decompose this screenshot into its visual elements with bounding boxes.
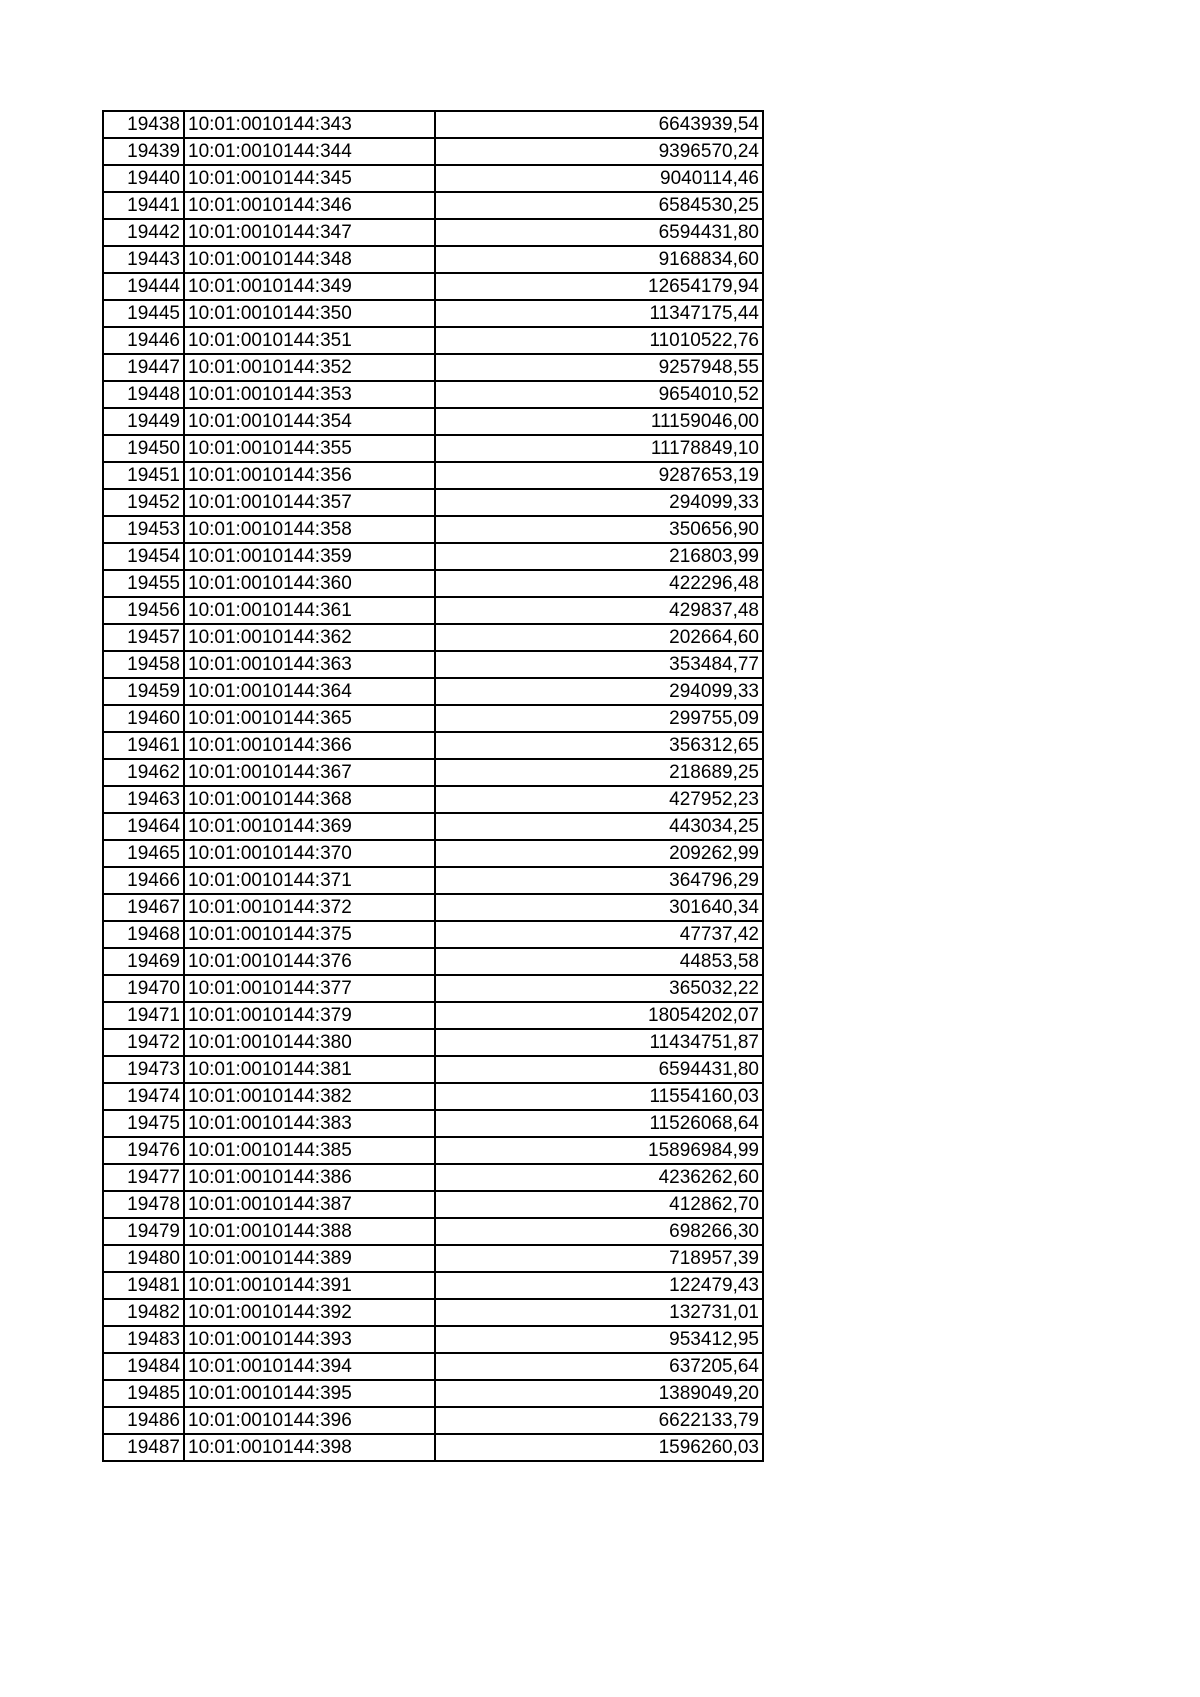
row-number-cell: 19471 xyxy=(103,1002,184,1029)
cadastral-number-cell: 10:01:0010144:380 xyxy=(184,1029,435,1056)
value-cell: 637205,64 xyxy=(435,1353,763,1380)
table-row xyxy=(103,1164,763,1191)
table-row xyxy=(103,786,763,813)
value-cell: 11554160,03 xyxy=(435,1083,763,1110)
value-cell: 6584530,25 xyxy=(435,192,763,219)
row-number-cell: 19470 xyxy=(103,975,184,1002)
table-row xyxy=(103,543,763,570)
cadastral-number-cell: 10:01:0010144:352 xyxy=(184,354,435,381)
cadastral-number-cell: 10:01:0010144:387 xyxy=(184,1191,435,1218)
value-cell: 364796,29 xyxy=(435,867,763,894)
value-cell: 216803,99 xyxy=(435,543,763,570)
table-row xyxy=(103,1029,763,1056)
cadastral-number-cell: 10:01:0010144:389 xyxy=(184,1245,435,1272)
value-cell: 443034,25 xyxy=(435,813,763,840)
cadastral-number-cell: 10:01:0010144:376 xyxy=(184,948,435,975)
value-cell: 365032,22 xyxy=(435,975,763,1002)
table-row xyxy=(103,192,763,219)
cadastral-number-cell: 10:01:0010144:365 xyxy=(184,705,435,732)
row-number-cell: 19450 xyxy=(103,435,184,462)
table-row xyxy=(103,381,763,408)
value-cell: 11347175,44 xyxy=(435,300,763,327)
row-number-cell: 19451 xyxy=(103,462,184,489)
cadastral-number-cell: 10:01:0010144:351 xyxy=(184,327,435,354)
cadastral-number-cell: 10:01:0010144:360 xyxy=(184,570,435,597)
value-cell: 422296,48 xyxy=(435,570,763,597)
table-row xyxy=(103,354,763,381)
document-page xyxy=(102,110,764,1462)
table-row xyxy=(103,138,763,165)
value-cell: 294099,33 xyxy=(435,489,763,516)
value-cell: 9654010,52 xyxy=(435,381,763,408)
cadastral-number-cell: 10:01:0010144:388 xyxy=(184,1218,435,1245)
cadastral-number-cell: 10:01:0010144:381 xyxy=(184,1056,435,1083)
table-row xyxy=(103,597,763,624)
row-number-cell: 19468 xyxy=(103,921,184,948)
table-row xyxy=(103,1110,763,1137)
row-number-cell: 19480 xyxy=(103,1245,184,1272)
row-number-cell: 19455 xyxy=(103,570,184,597)
table-row xyxy=(103,1083,763,1110)
value-cell: 44853,58 xyxy=(435,948,763,975)
row-number-cell: 19456 xyxy=(103,597,184,624)
value-cell: 9040114,46 xyxy=(435,165,763,192)
cadastral-number-cell: 10:01:0010144:372 xyxy=(184,894,435,921)
table-row xyxy=(103,840,763,867)
cadastral-number-cell: 10:01:0010144:396 xyxy=(184,1407,435,1434)
table-row xyxy=(103,894,763,921)
value-cell: 6594431,80 xyxy=(435,219,763,246)
cadastral-number-cell: 10:01:0010144:348 xyxy=(184,246,435,273)
row-number-cell: 19482 xyxy=(103,1299,184,1326)
cadastral-number-cell: 10:01:0010144:346 xyxy=(184,192,435,219)
value-cell: 12654179,94 xyxy=(435,273,763,300)
cadastral-number-cell: 10:01:0010144:394 xyxy=(184,1353,435,1380)
data-table xyxy=(102,110,764,1462)
table-row xyxy=(103,1407,763,1434)
row-number-cell: 19479 xyxy=(103,1218,184,1245)
value-cell: 350656,90 xyxy=(435,516,763,543)
cadastral-number-cell: 10:01:0010144:395 xyxy=(184,1380,435,1407)
row-number-cell: 19439 xyxy=(103,138,184,165)
cadastral-number-cell: 10:01:0010144:355 xyxy=(184,435,435,462)
table-row xyxy=(103,867,763,894)
value-cell: 218689,25 xyxy=(435,759,763,786)
table-row xyxy=(103,651,763,678)
cadastral-number-cell: 10:01:0010144:357 xyxy=(184,489,435,516)
table-row xyxy=(103,921,763,948)
cadastral-number-cell: 10:01:0010144:391 xyxy=(184,1272,435,1299)
table-row xyxy=(103,813,763,840)
row-number-cell: 19473 xyxy=(103,1056,184,1083)
table-row xyxy=(103,624,763,651)
row-number-cell: 19465 xyxy=(103,840,184,867)
cadastral-number-cell: 10:01:0010144:364 xyxy=(184,678,435,705)
table-row xyxy=(103,1056,763,1083)
row-number-cell: 19457 xyxy=(103,624,184,651)
row-number-cell: 19445 xyxy=(103,300,184,327)
cadastral-number-cell: 10:01:0010144:375 xyxy=(184,921,435,948)
cadastral-number-cell: 10:01:0010144:356 xyxy=(184,462,435,489)
row-number-cell: 19440 xyxy=(103,165,184,192)
value-cell: 301640,34 xyxy=(435,894,763,921)
table-row xyxy=(103,705,763,732)
row-number-cell: 19441 xyxy=(103,192,184,219)
table-row xyxy=(103,1353,763,1380)
cadastral-number-cell: 10:01:0010144:382 xyxy=(184,1083,435,1110)
row-number-cell: 19453 xyxy=(103,516,184,543)
value-cell: 9257948,55 xyxy=(435,354,763,381)
table-row xyxy=(103,1434,763,1461)
cadastral-number-cell: 10:01:0010144:369 xyxy=(184,813,435,840)
cadastral-number-cell: 10:01:0010144:345 xyxy=(184,165,435,192)
cadastral-number-cell: 10:01:0010144:354 xyxy=(184,408,435,435)
row-number-cell: 19483 xyxy=(103,1326,184,1353)
row-number-cell: 19459 xyxy=(103,678,184,705)
value-cell: 6643939,54 xyxy=(435,111,763,138)
value-cell: 15896984,99 xyxy=(435,1137,763,1164)
row-number-cell: 19460 xyxy=(103,705,184,732)
row-number-cell: 19446 xyxy=(103,327,184,354)
value-cell: 294099,33 xyxy=(435,678,763,705)
cadastral-number-cell: 10:01:0010144:398 xyxy=(184,1434,435,1461)
cadastral-number-cell: 10:01:0010144:359 xyxy=(184,543,435,570)
value-cell: 412862,70 xyxy=(435,1191,763,1218)
row-number-cell: 19452 xyxy=(103,489,184,516)
cadastral-number-cell: 10:01:0010144:377 xyxy=(184,975,435,1002)
row-number-cell: 19485 xyxy=(103,1380,184,1407)
cadastral-number-cell: 10:01:0010144:379 xyxy=(184,1002,435,1029)
table-row xyxy=(103,759,763,786)
row-number-cell: 19476 xyxy=(103,1137,184,1164)
row-number-cell: 19449 xyxy=(103,408,184,435)
row-number-cell: 19448 xyxy=(103,381,184,408)
cadastral-number-cell: 10:01:0010144:386 xyxy=(184,1164,435,1191)
value-cell: 209262,99 xyxy=(435,840,763,867)
table-row xyxy=(103,975,763,1002)
table-row xyxy=(103,408,763,435)
value-cell: 6594431,80 xyxy=(435,1056,763,1083)
value-cell: 4236262,60 xyxy=(435,1164,763,1191)
table-row xyxy=(103,1137,763,1164)
cadastral-number-cell: 10:01:0010144:371 xyxy=(184,867,435,894)
row-number-cell: 19484 xyxy=(103,1353,184,1380)
row-number-cell: 19443 xyxy=(103,246,184,273)
table-row xyxy=(103,219,763,246)
row-number-cell: 19454 xyxy=(103,543,184,570)
row-number-cell: 19466 xyxy=(103,867,184,894)
cadastral-number-cell: 10:01:0010144:344 xyxy=(184,138,435,165)
cadastral-number-cell: 10:01:0010144:353 xyxy=(184,381,435,408)
table-row xyxy=(103,435,763,462)
table-row xyxy=(103,1380,763,1407)
cadastral-number-cell: 10:01:0010144:368 xyxy=(184,786,435,813)
table-row xyxy=(103,1299,763,1326)
table-row xyxy=(103,1002,763,1029)
value-cell: 132731,01 xyxy=(435,1299,763,1326)
cadastral-number-cell: 10:01:0010144:370 xyxy=(184,840,435,867)
table-row xyxy=(103,462,763,489)
value-cell: 202664,60 xyxy=(435,624,763,651)
value-cell: 18054202,07 xyxy=(435,1002,763,1029)
row-number-cell: 19469 xyxy=(103,948,184,975)
value-cell: 1389049,20 xyxy=(435,1380,763,1407)
table-row xyxy=(103,246,763,273)
row-number-cell: 19486 xyxy=(103,1407,184,1434)
value-cell: 299755,09 xyxy=(435,705,763,732)
row-number-cell: 19462 xyxy=(103,759,184,786)
value-cell: 353484,77 xyxy=(435,651,763,678)
table-row xyxy=(103,1272,763,1299)
value-cell: 122479,43 xyxy=(435,1272,763,1299)
row-number-cell: 19442 xyxy=(103,219,184,246)
value-cell: 9287653,19 xyxy=(435,462,763,489)
cadastral-number-cell: 10:01:0010144:363 xyxy=(184,651,435,678)
cadastral-number-cell: 10:01:0010144:366 xyxy=(184,732,435,759)
table-row xyxy=(103,732,763,759)
row-number-cell: 19474 xyxy=(103,1083,184,1110)
cadastral-number-cell: 10:01:0010144:385 xyxy=(184,1137,435,1164)
table-row xyxy=(103,948,763,975)
table-row xyxy=(103,1245,763,1272)
row-number-cell: 19472 xyxy=(103,1029,184,1056)
row-number-cell: 19477 xyxy=(103,1164,184,1191)
cadastral-number-cell: 10:01:0010144:392 xyxy=(184,1299,435,1326)
row-number-cell: 19458 xyxy=(103,651,184,678)
value-cell: 427952,23 xyxy=(435,786,763,813)
table-row xyxy=(103,1218,763,1245)
row-number-cell: 19478 xyxy=(103,1191,184,1218)
cadastral-number-cell: 10:01:0010144:393 xyxy=(184,1326,435,1353)
table-body xyxy=(103,111,763,1461)
cadastral-number-cell: 10:01:0010144:350 xyxy=(184,300,435,327)
table-row xyxy=(103,300,763,327)
value-cell: 11178849,10 xyxy=(435,435,763,462)
row-number-cell: 19461 xyxy=(103,732,184,759)
row-number-cell: 19487 xyxy=(103,1434,184,1461)
table-row xyxy=(103,111,763,138)
table-row xyxy=(103,273,763,300)
value-cell: 698266,30 xyxy=(435,1218,763,1245)
table-row xyxy=(103,570,763,597)
value-cell: 9396570,24 xyxy=(435,138,763,165)
row-number-cell: 19447 xyxy=(103,354,184,381)
table-row xyxy=(103,678,763,705)
cadastral-number-cell: 10:01:0010144:362 xyxy=(184,624,435,651)
row-number-cell: 19475 xyxy=(103,1110,184,1137)
cadastral-number-cell: 10:01:0010144:347 xyxy=(184,219,435,246)
cadastral-number-cell: 10:01:0010144:361 xyxy=(184,597,435,624)
value-cell: 6622133,79 xyxy=(435,1407,763,1434)
value-cell: 47737,42 xyxy=(435,921,763,948)
row-number-cell: 19444 xyxy=(103,273,184,300)
row-number-cell: 19467 xyxy=(103,894,184,921)
value-cell: 718957,39 xyxy=(435,1245,763,1272)
cadastral-number-cell: 10:01:0010144:367 xyxy=(184,759,435,786)
table-row xyxy=(103,489,763,516)
table-row xyxy=(103,1191,763,1218)
cadastral-number-cell: 10:01:0010144:358 xyxy=(184,516,435,543)
value-cell: 9168834,60 xyxy=(435,246,763,273)
value-cell: 11526068,64 xyxy=(435,1110,763,1137)
row-number-cell: 19481 xyxy=(103,1272,184,1299)
table-row xyxy=(103,165,763,192)
cadastral-number-cell: 10:01:0010144:383 xyxy=(184,1110,435,1137)
cadastral-number-cell: 10:01:0010144:343 xyxy=(184,111,435,138)
table-row xyxy=(103,1326,763,1353)
cadastral-number-cell: 10:01:0010144:349 xyxy=(184,273,435,300)
table-row xyxy=(103,327,763,354)
value-cell: 11434751,87 xyxy=(435,1029,763,1056)
value-cell: 11159046,00 xyxy=(435,408,763,435)
value-cell: 356312,65 xyxy=(435,732,763,759)
value-cell: 429837,48 xyxy=(435,597,763,624)
row-number-cell: 19464 xyxy=(103,813,184,840)
value-cell: 953412,95 xyxy=(435,1326,763,1353)
table-row xyxy=(103,516,763,543)
value-cell: 1596260,03 xyxy=(435,1434,763,1461)
value-cell: 11010522,76 xyxy=(435,327,763,354)
row-number-cell: 19463 xyxy=(103,786,184,813)
row-number-cell: 19438 xyxy=(103,111,184,138)
